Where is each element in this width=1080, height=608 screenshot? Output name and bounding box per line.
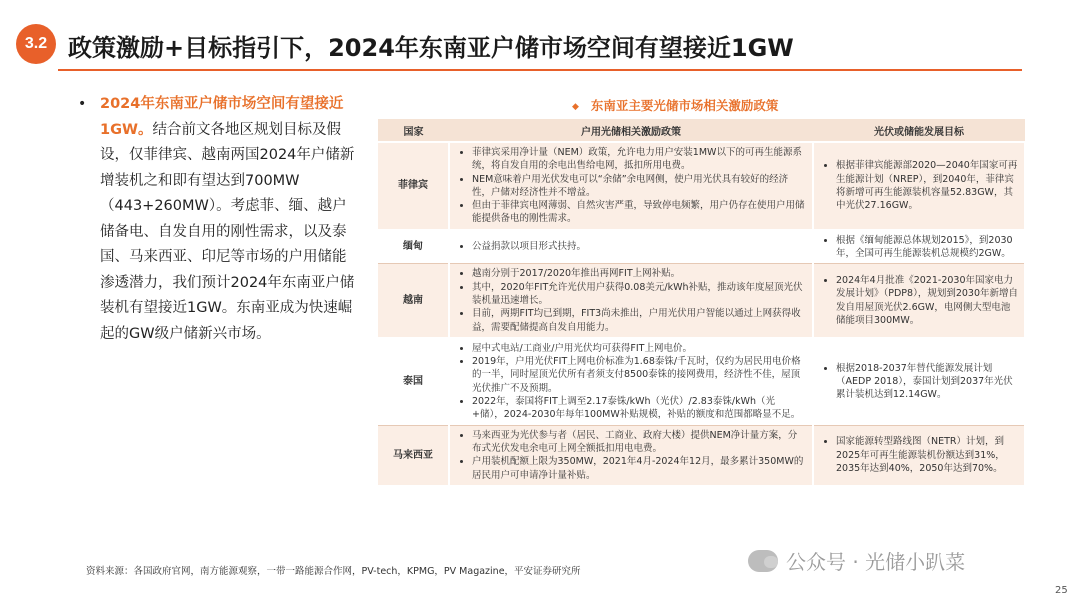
policy-cell [449, 264, 813, 338]
header-policy: 户用光储相关激励政策 [449, 119, 813, 142]
table-row [378, 425, 1025, 486]
header-country: 国家 [378, 119, 449, 142]
target-cell [813, 142, 1025, 230]
summary-body: 结合前文各地区规划目标及假设，仅菲律宾、越南两国2024年户储新增装机之和即有望达到700MW（443+260MW）。考虑菲、缅、越户储备电、自发自用的刚性需求，以及泰国、马来西亚、印尼等市场的户用储能渗透潜力，我们预计2024年东南亚户储装机有望接近1GW。东南亚成为快速崛起的GW级户储新兴市场。 [100, 121, 355, 342]
policy-item: • 越南分别于2017/2020年推出再网FIT上网补贴。 [472, 267, 806, 280]
country-cell: 马来西亚 [378, 425, 449, 486]
section-number-badge: 3.2 [16, 24, 56, 64]
country-cell: 菲律宾 [378, 142, 449, 230]
target-item: • 根据菲律宾能源部2020—2040年国家可再生能源计划（NREP），到2040年，菲律宾将新增可再生能源装机容量52.83GW，其中光伏27.16GW。 [836, 159, 1018, 212]
target-item: • 根据2018-2037年替代能源发展计划（AEDP 2018），泰国计划到2037年光伏累计装机达到12.14GW。 [836, 362, 1018, 402]
policy-item: • 但由于菲律宾电网薄弱、自然灾害严重，导致停电频繁，用户仍存在使用户用储能提供备电的刚性需求。 [472, 199, 806, 226]
policy-item: • 公益捐款以项目形式扶持。 [472, 240, 806, 253]
summary-panel [78, 92, 360, 347]
target-cell [813, 338, 1025, 425]
source-footnote: 资料来源：各国政府官网，南方能源观察，一带一路能源合作网，PV-tech，KPMG，PV Magazine，平安证券研究所 [86, 566, 581, 577]
policy-item: • 户用装机配额上限为350MW，2021年4月-2024年12月，最多累计350MW的居民用户可申请净计量补贴。 [472, 455, 806, 482]
summary-paragraph [100, 92, 360, 347]
target-cell [813, 425, 1025, 486]
policy-item: • NEM意味着户用光伏发电可以“余储”余电网侧，使户用光伏具有较好的经济性，户储对经济性并不增益。 [472, 173, 806, 200]
summary-highlight: 2024年东南亚户储市场空间有望接近1GW。 [100, 96, 344, 138]
table-row [378, 264, 1025, 338]
target-item: • 国家能源转型路线图（NETR）计划，到2025年可再生能源装机份额达到31%，2035年达到40%，2050年达到70%。 [836, 435, 1018, 475]
table-row [378, 230, 1025, 264]
page-title: 政策激励+目标指引下，2024年东南亚户储市场空间有望接近1GW [68, 34, 794, 62]
country-cell: 泰国 [378, 338, 449, 425]
policy-cell [449, 230, 813, 264]
header-target: 光伏或储能发展目标 [813, 119, 1025, 142]
table-header-row [378, 119, 1025, 142]
diamond-icon: ◆ [572, 101, 579, 112]
policy-item: • 屋中式电站/工商业/户用光伏均可获得FIT上网电价。 [472, 342, 806, 355]
policy-table [378, 119, 1026, 487]
policy-item: • 菲律宾采用净计量（NEM）政策，允许电力用户安装1MW以下的可再生能源系统，将自发自用的余电出售给电网，抵扣所用电费。 [472, 146, 806, 173]
bullet-icon: • [78, 96, 87, 112]
policy-item: • 目前，两期FIT均已到期，FIT3尚未推出，户用光伏用户智能以通过上网获得收益，需要配储提高自发自用能力。 [472, 307, 806, 334]
policy-cell [449, 425, 813, 486]
country-cell: 越南 [378, 264, 449, 338]
table-title-text: 东南亚主要光储市场相关激励政策 [590, 98, 779, 113]
policy-cell [449, 338, 813, 425]
policy-item: • 2022年，泰国将FIT上调至2.17泰铢/kWh（光伏）/2.83泰铢/kWh（光+储），2024-2030年每年100MW补贴规模，补贴的额度和范围都略显不足。 [472, 395, 806, 422]
target-cell [813, 264, 1025, 338]
title-divider [58, 69, 1022, 71]
table-row [378, 338, 1025, 425]
table-title [572, 96, 778, 114]
wechat-icon [748, 550, 778, 572]
target-item: • 2024年4月批准《2021-2030年国家电力发展计划》（PDP8），规划到2030年新增自发自用屋顶光伏2.6GW，电网侧大型电池储能项目300MW。 [836, 274, 1018, 327]
target-cell [813, 230, 1025, 264]
policy-item: • 马来西亚为光伏参与者（居民、工商业、政府大楼）提供NEM净计量方案，分布式光伏发电余电可上网全额抵扣用电电费。 [472, 429, 806, 456]
watermark-text: 公众号 · 光储小趴菜 [786, 550, 966, 574]
table-row [378, 142, 1025, 230]
policy-cell [449, 142, 813, 230]
policy-item: • 其中，2020年FIT允许光伏用户获得0.08美元/kWh补贴，推动该年度屋顶光伏装机量迅速增长。 [472, 281, 806, 308]
watermark [748, 546, 965, 575]
target-item: • 根据《缅甸能源总体规划2015》，到2030年，全国可再生能源装机总规模约2GW。 [836, 234, 1018, 261]
page-number: 25 [1055, 585, 1068, 596]
country-cell: 缅甸 [378, 230, 449, 264]
policy-item: • 2019年，户用光伏FIT上网电价标准为1.68泰铢/千瓦时，仅约为居民用电价格的一半，同时屋顶光伏所有者须支付8500泰铢的接网费用，经济性不佳，屋顶光伏推广不及预期。 [472, 355, 806, 395]
